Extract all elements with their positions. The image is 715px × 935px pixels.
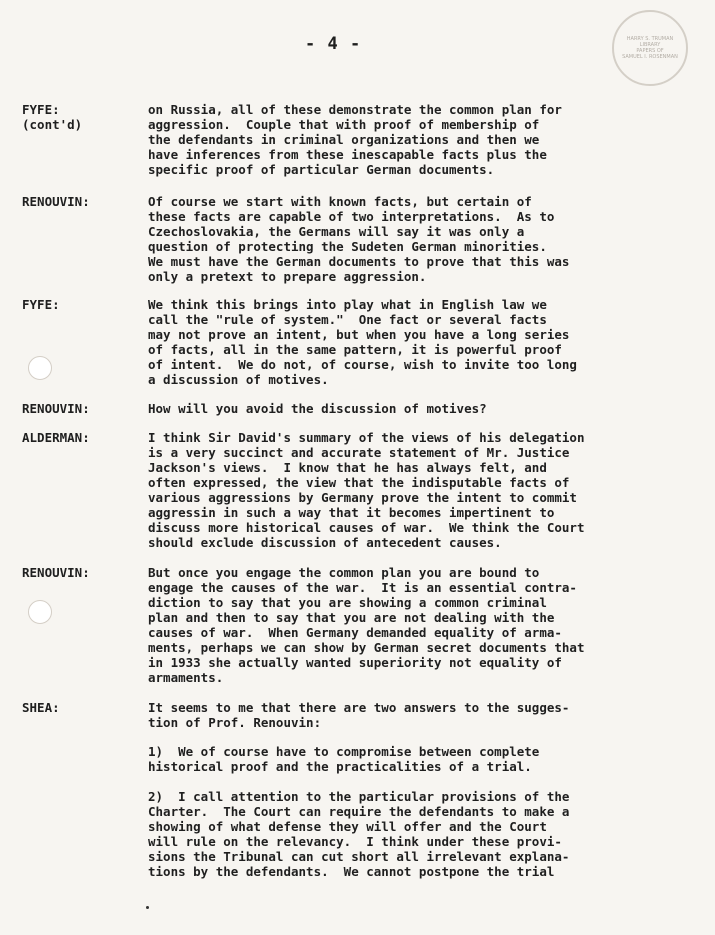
speaker-name xyxy=(22,401,132,416)
text-line: showing of what defense they will offer and the Court xyxy=(148,819,547,834)
speech-text xyxy=(148,744,678,774)
speaker-name xyxy=(22,297,132,312)
stamp-line: HARRY S. TRUMAN LIBRARY xyxy=(626,35,674,48)
text-line: of facts, all in the same pattern, it is powerful proof xyxy=(148,342,562,357)
text-line: will rule on the relevancy. I think under these provi- xyxy=(148,834,562,849)
speaker-line: FYFE: xyxy=(22,297,60,312)
speaker-name xyxy=(22,565,132,580)
speaker-line: RENOUVIN: xyxy=(22,194,90,209)
library-stamp xyxy=(612,10,688,86)
text-line: tions by the defendants. We cannot postpone the trial xyxy=(148,864,555,879)
punch-hole xyxy=(28,356,52,380)
speech-text xyxy=(148,102,678,177)
speech-text xyxy=(148,401,678,416)
speech-text xyxy=(148,565,678,685)
speaker-name xyxy=(22,700,132,715)
text-line: Charter. The Court can require the defendants to make a xyxy=(148,804,570,819)
text-line: on Russia, all of these demonstrate the common plan for xyxy=(148,102,562,117)
text-line: aggressin in such a way that it becomes impertinent to xyxy=(148,505,555,520)
text-line: armaments. xyxy=(148,670,224,685)
text-line: a discussion of motives. xyxy=(148,372,329,387)
speaker-line: FYFE: xyxy=(22,102,60,117)
speech-text xyxy=(148,430,678,550)
speech-text xyxy=(148,789,678,879)
text-line: tion of Prof. Renouvin: xyxy=(148,715,322,730)
stamp-line: PAPERS OF xyxy=(636,48,664,54)
speech-text xyxy=(148,297,678,387)
text-line: discuss more historical causes of war. We think the Court xyxy=(148,520,585,535)
text-line: the defendants in criminal organizations and then we xyxy=(148,132,540,147)
speaker-name xyxy=(22,102,132,132)
ink-dot xyxy=(146,906,149,909)
punch-hole xyxy=(28,600,52,624)
text-line: specific proof of particular German documents. xyxy=(148,162,495,177)
speech-text xyxy=(148,194,678,284)
speaker-line: (cont'd) xyxy=(22,117,83,132)
text-line: Of course we start with known facts, but certain of xyxy=(148,194,532,209)
speaker-line: RENOUVIN: xyxy=(22,565,90,580)
page-number: - 4 - xyxy=(305,34,362,54)
speaker-line: ALDERMAN: xyxy=(22,430,90,445)
text-line: call the "rule of system." One fact or several facts xyxy=(148,312,547,327)
text-line: We think this brings into play what in English law we xyxy=(148,297,547,312)
speaker-line: SHEA: xyxy=(22,700,60,715)
text-line: historical proof and the practicalities of a trial. xyxy=(148,759,532,774)
text-line: in 1933 she actually wanted superiority not equality of xyxy=(148,655,562,670)
text-line: I think Sir David's summary of the views of his delegation xyxy=(148,430,585,445)
text-line: these facts are capable of two interpretations. As to xyxy=(148,209,555,224)
text-line: should exclude discussion of antecedent causes. xyxy=(148,535,502,550)
text-line: diction to say that you are showing a common criminal xyxy=(148,595,547,610)
text-line: may not prove an intent, but when you have a long series xyxy=(148,327,570,342)
stamp-line: SAMUEL I. ROSENMAN xyxy=(622,54,678,61)
text-line: causes of war. When Germany demanded equality of arma- xyxy=(148,625,562,640)
text-line: various aggressions by Germany prove the intent to commit xyxy=(148,490,577,505)
text-line: engage the causes of the war. It is an essential contra- xyxy=(148,580,577,595)
text-line: 2) I call attention to the particular provisions of the xyxy=(148,789,570,804)
speaker-line: RENOUVIN: xyxy=(22,401,90,416)
text-line: How will you avoid the discussion of motives? xyxy=(148,401,487,416)
text-line: have inferences from these inescapable facts plus the xyxy=(148,147,547,162)
speaker-name xyxy=(22,430,132,445)
text-line: sions the Tribunal can cut short all irrelevant explana- xyxy=(148,849,570,864)
text-line: aggression. Couple that with proof of membership of xyxy=(148,117,540,132)
speech-text xyxy=(148,700,678,730)
speaker-name xyxy=(22,194,132,209)
text-line: But once you engage the common plan you are bound to xyxy=(148,565,540,580)
text-line: plan and then to say that you are not dealing with the xyxy=(148,610,555,625)
text-line: Czechoslovakia, the Germans will say it was only a xyxy=(148,224,525,239)
text-line: often expressed, the view that the indisputable facts of xyxy=(148,475,570,490)
text-line: of intent. We do not, of course, wish to invite too long xyxy=(148,357,577,372)
text-line: Jackson's views. I know that he has always felt, and xyxy=(148,460,547,475)
text-line: is a very succinct and accurate statement of Mr. Justice xyxy=(148,445,570,460)
text-line: question of protecting the Sudeten German minorities. xyxy=(148,239,547,254)
text-line: It seems to me that there are two answers to the sugges- xyxy=(148,700,570,715)
text-line: 1) We of course have to compromise between complete xyxy=(148,744,540,759)
text-line: We must have the German documents to prove that this was xyxy=(148,254,570,269)
text-line: ments, perhaps we can show by German secret documents that xyxy=(148,640,585,655)
text-line: only a pretext to prepare aggression. xyxy=(148,269,427,284)
